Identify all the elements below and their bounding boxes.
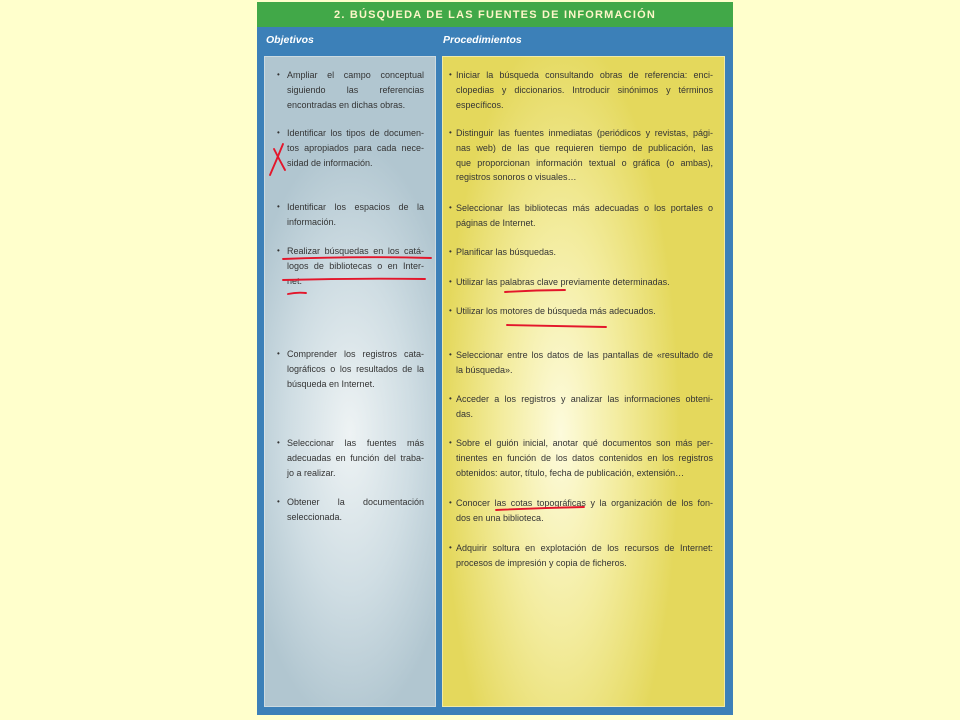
objetivo-line: logos de bibliotecas o en Inter- xyxy=(287,260,424,271)
objetivo-line: sidad de información. xyxy=(287,157,373,168)
procedimiento-line: Conocer las cotas topográficas y la organización de los fon- xyxy=(456,498,713,508)
procedimiento-line: dos en una biblioteca. xyxy=(456,512,544,523)
procedimiento-line: Planificar las búsquedas. xyxy=(456,247,557,257)
objetivo-line: net. xyxy=(287,275,303,286)
section-title: 2. BÚSQUEDA DE LAS FUENTES DE INFORMACIÓN xyxy=(334,8,656,21)
procedimiento-line: clopedias y diccionarios. Introducir sinónimos y términos xyxy=(456,84,713,95)
procedimiento-line: nas web) de las que requieren tiempo de publicación, las xyxy=(456,142,713,153)
procedimiento-line: Utilizar las palabras clave previamente determinadas. xyxy=(456,277,670,287)
procedimiento-line: Sobre el guión inicial, anotar qué documentos son más per- xyxy=(456,438,713,448)
procedimiento-line: registros sonoros o visuales… xyxy=(456,172,577,183)
objetivo-line: siguiendo las referencias xyxy=(287,84,424,95)
procedimiento-line: Acceder a los registros y analizar las informaciones obteni- xyxy=(456,394,713,404)
procedimiento-line: Seleccionar entre los datos de las pantallas de «resultado de xyxy=(456,350,713,360)
objetivo-line: seleccionada. xyxy=(287,511,343,522)
objetivo-line: Ampliar el campo conceptual xyxy=(287,70,424,80)
objetivo-line: Obtener la documentación xyxy=(287,497,424,507)
procedimiento-line: obtenidos: autor, título, fecha de publicación, extensión… xyxy=(456,467,685,478)
objetivo-line: Identificar los tipos de documen- xyxy=(287,128,424,138)
procedimiento-line: Seleccionar las bibliotecas más adecuadas o los portales o xyxy=(456,203,713,213)
objetivo-line: lográficos o los resultados de la xyxy=(287,363,424,374)
procedimiento-line: la búsqueda». xyxy=(456,364,513,375)
column-title-procedimientos: Procedimientos xyxy=(443,34,522,46)
objetivo-line: Identificar los espacios de la xyxy=(287,202,424,212)
procedimiento-line: específicos. xyxy=(456,99,504,110)
procedimiento-line: Iniciar la búsqueda consultando obras de referencia: enci- xyxy=(456,70,713,80)
objetivo-line: jo a realizar. xyxy=(287,467,336,478)
objetivo-line: adecuadas en función del traba- xyxy=(287,452,424,463)
objetivo-line: Realizar búsquedas en los catá- xyxy=(287,246,424,256)
objetivo-line: información. xyxy=(287,216,337,227)
procedimiento-line: Utilizar los motores de búsqueda más adecuados. xyxy=(456,306,656,316)
objetivo-line: búsqueda en Internet. xyxy=(287,378,375,389)
objetivo-line: encontradas en dichas obras. xyxy=(287,99,406,110)
procedimiento-line: tinentes en función de los datos contenidos en los registros xyxy=(456,452,713,463)
objetivo-line: Comprender los registros cata- xyxy=(287,349,424,359)
column-title-objetivos: Objetivos xyxy=(266,34,314,46)
section-header xyxy=(257,2,733,27)
procedimiento-line: que proporcionan información textual o gráfica (o ambas), xyxy=(456,157,713,168)
procedimiento-line: Adquirir soltura en explotación de los recursos de Internet: xyxy=(456,543,713,553)
procedimiento-line: páginas de Internet. xyxy=(456,217,536,228)
procedimiento-line: procesos de impresión y copia de ficheros. xyxy=(456,557,627,568)
procedimiento-line: Distinguir las fuentes inmediatas (periódicos y revistas, pági- xyxy=(456,128,713,138)
objetivo-line: Seleccionar las fuentes más xyxy=(287,438,424,448)
procedimiento-line: das. xyxy=(456,408,474,419)
objetivo-line: tos apropiados para cada nece- xyxy=(287,142,424,153)
